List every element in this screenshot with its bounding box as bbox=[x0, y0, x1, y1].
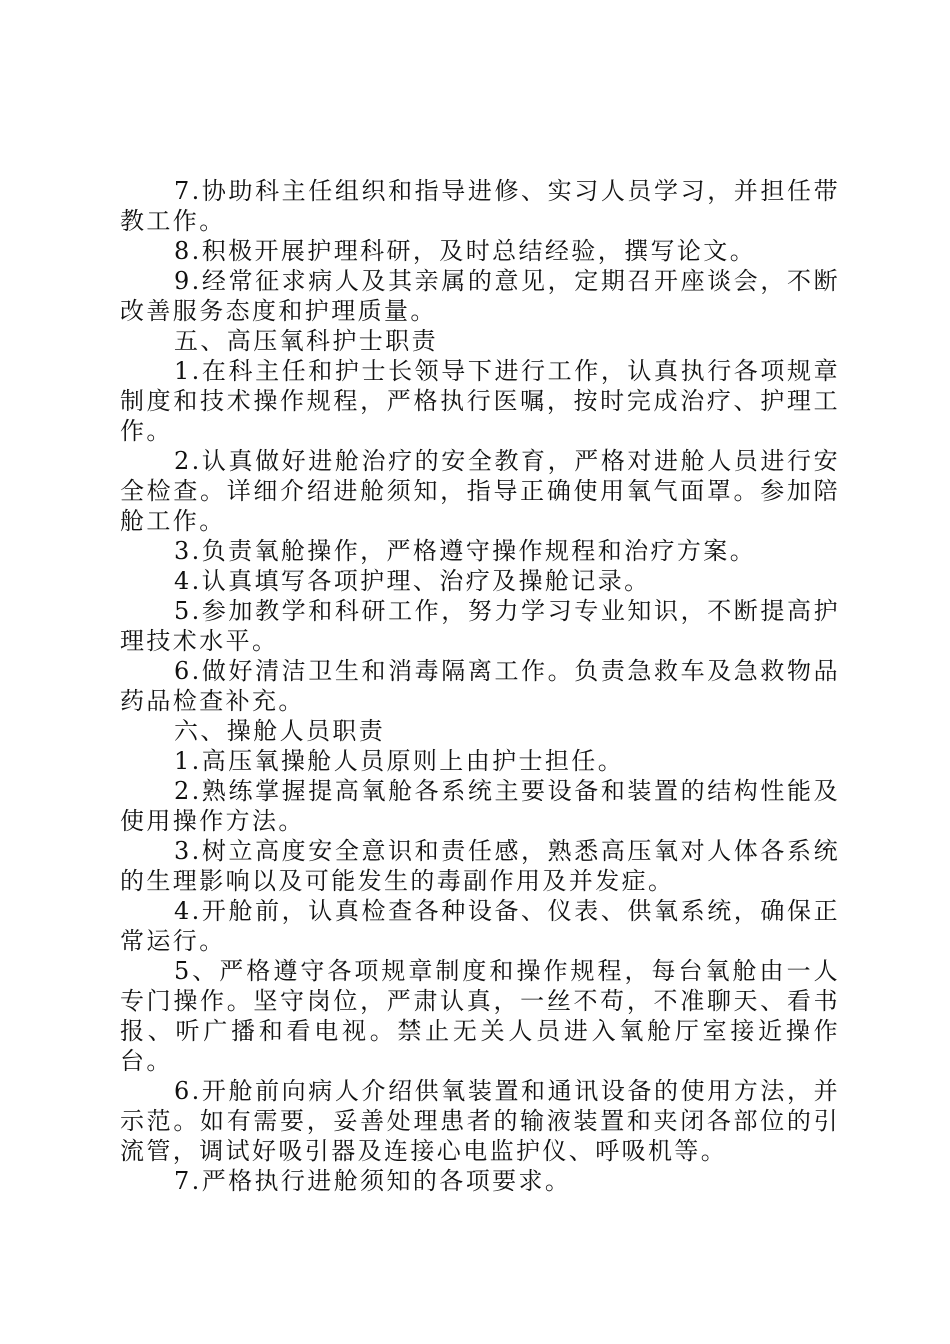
paragraph-duty-8: 8.积极开展护理科研，及时总结经验，撰写论文。 bbox=[174, 237, 757, 265]
paragraph-nurse-2: 2.认真做好进舱治疗的安全教育，严格对进舱人员进行安全检查。详细介绍进舱须知，指导正确使用氧气面罩。参加陪舱工作。 bbox=[120, 447, 840, 535]
paragraph-nurse-4: 4.认真填写各项护理、治疗及操舱记录。 bbox=[174, 567, 651, 595]
section-heading-hbo-nurse: 五、高压氧科护士职责 bbox=[174, 327, 438, 355]
paragraph-operator-4: 4.开舱前，认真检查各种设备、仪表、供氧系统，确保正常运行。 bbox=[120, 897, 840, 955]
document-body bbox=[120, 176, 840, 1196]
paragraph-operator-7: 7.严格执行进舱须知的各项要求。 bbox=[174, 1167, 572, 1195]
paragraph-nurse-3: 3.负责氧舱操作，严格遵守操作规程和治疗方案。 bbox=[174, 537, 757, 565]
paragraph-operator-1: 1.高压氧操舱人员原则上由护士担任。 bbox=[174, 747, 625, 775]
paragraph-operator-6: 6.开舱前向病人介绍供氧装置和通讯设备的使用方法，并示范。如有需要，妥善处理患者的输液装置和夹闭各部位的引流管，调试好吸引器及连接心电监护仪、呼吸机等。 bbox=[120, 1077, 840, 1165]
paragraph-nurse-1: 1.在科主任和护士长领导下进行工作，认真执行各项规章制度和技术操作规程，严格执行医嘱，按时完成治疗、护理工作。 bbox=[120, 357, 840, 445]
paragraph-duty-9: 9.经常征求病人及其亲属的意见，定期召开座谈会，不断改善服务态度和护理质量。 bbox=[120, 267, 840, 325]
section-heading-chamber-operator: 六、操舱人员职责 bbox=[174, 717, 386, 745]
paragraph-nurse-5: 5.参加教学和科研工作，努力学习专业知识，不断提高护理技术水平。 bbox=[120, 597, 840, 655]
paragraph-operator-3: 3.树立高度安全意识和责任感，熟悉高压氧对人体各系统的生理影响以及可能发生的毒副作用及并发症。 bbox=[120, 837, 840, 895]
paragraph-operator-5: 5、严格遵守各项规章制度和操作规程，每台氧舱由一人专门操作。坚守岗位，严肃认真，一丝不苟，不准聊天、看书报、听广播和看电视。禁止无关人员进入氧舱厅室接近操作台。 bbox=[120, 957, 840, 1075]
paragraph-operator-2: 2.熟练掌握提高氧舱各系统主要设备和装置的结构性能及使用操作方法。 bbox=[120, 777, 840, 835]
paragraph-duty-7: 7.协助科主任组织和指导进修、实习人员学习，并担任带教工作。 bbox=[120, 177, 840, 235]
paragraph-nurse-6: 6.做好清洁卫生和消毒隔离工作。负责急救车及急救物品药品检查补充。 bbox=[120, 657, 840, 715]
